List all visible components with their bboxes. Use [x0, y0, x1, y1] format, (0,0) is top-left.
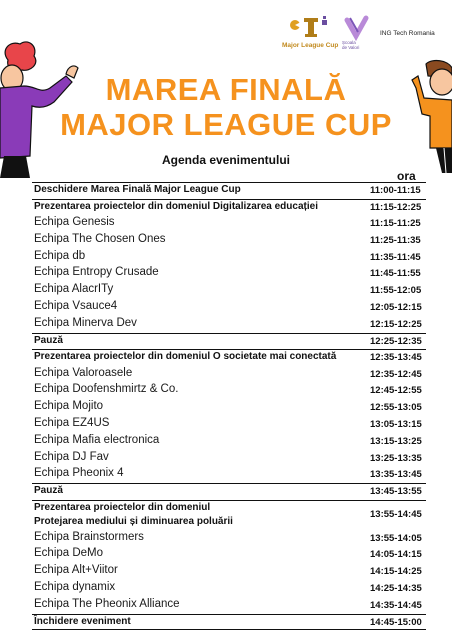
agenda-row-label: Echipa Valoroasele [34, 366, 133, 379]
agenda-row-label: Echipa DJ Fav [34, 450, 109, 463]
agenda-row-label: Închidere eveniment [34, 615, 131, 627]
agenda-row-time: 14:35-14:45 [370, 599, 422, 611]
agenda-row-time: 12:55-13:05 [370, 402, 422, 414]
agenda-row-label: Echipa EZ4US [34, 416, 110, 429]
agenda-row-team [32, 563, 426, 580]
main-title-line2: MAJOR LEAGUE CUP [60, 107, 392, 142]
agenda-row-team [32, 282, 426, 299]
agenda-row-label: Echipa DeMo [34, 547, 104, 560]
agenda-row-team [32, 249, 426, 266]
sponsor-name: ING Tech Romania [380, 30, 435, 37]
agenda-row-time: 14:45-15:00 [370, 616, 422, 628]
agenda-row-label: Echipa Entropy Crusade [34, 266, 159, 279]
agenda-row-label: Echipa dynamix [34, 581, 116, 594]
agenda-row-label: Echipa Genesis [34, 216, 115, 228]
agenda-row-label: Echipa Mafia electronica [34, 433, 160, 446]
agenda-row-team [32, 382, 426, 399]
agenda-row-team [32, 580, 426, 597]
agenda-row-section [32, 349, 426, 366]
agenda-row-team [32, 366, 426, 383]
agenda-row-time: 11:00-11:15 [370, 185, 421, 196]
agenda-row-team [32, 450, 426, 467]
agenda-row-time: 13:55-14:45 [370, 508, 422, 520]
agenda-row-team [32, 597, 426, 614]
agenda-row-team [32, 546, 426, 563]
agenda-row-label: Echipa AlacrITy [34, 283, 114, 296]
agenda-row-time: 11:45-11:55 [370, 268, 421, 280]
agenda-row-time: 13:15-13:25 [370, 435, 422, 447]
agenda-row-time: 12:05-12:15 [370, 301, 422, 313]
header-logos [282, 14, 447, 54]
agenda-row-team [32, 232, 426, 249]
agenda-row-label: Prezentarea proiectelor din domeniul Digitalizarea educației [34, 200, 318, 212]
agenda-row-label: Echipa Mojito [34, 400, 104, 413]
agenda-row-team [32, 299, 426, 316]
agenda-row-time: 13:55-14:05 [370, 532, 422, 544]
agenda-row-time: 12:25-12:35 [370, 335, 422, 347]
agenda-row-team [32, 316, 426, 333]
agenda-row-label: Echipa The Chosen Ones [34, 232, 166, 245]
agenda-row-section [32, 483, 426, 500]
agenda-row-team [32, 215, 426, 232]
agenda-row-label: Echipa db [34, 249, 86, 262]
agenda-row-time: 11:15-11:25 [370, 218, 421, 229]
agenda-row-time: 12:35-13:45 [370, 352, 422, 364]
agenda-row-time: 11:25-11:35 [370, 234, 421, 246]
agenda-row-label: Pauză [34, 334, 63, 346]
agenda-table [32, 182, 426, 630]
agenda-row-label: Deschidere Marea Finală Major League Cup [34, 184, 241, 195]
agenda-row-time: 13:35-13:45 [370, 469, 422, 481]
agenda-row-time: 13:45-13:55 [370, 486, 422, 498]
agenda-row-label: Echipa Pheonix 4 [34, 467, 124, 480]
sponsor-subtitle: Școala de Valori [342, 40, 360, 50]
agenda-row-label: Echipa Doofenshmirtz & Co. [34, 383, 179, 396]
agenda-row-label: Prezentarea proiectelor din domeniul [34, 501, 211, 513]
agenda-row-label: Prezentarea proiectelor din domeniul O societate mai conectată [34, 351, 337, 363]
agenda-row-time: 14:05-14:15 [370, 549, 422, 561]
time-column-header: ora [397, 169, 416, 183]
agenda-row-team [32, 265, 426, 282]
agenda-row-label: Echipa The Pheonix Alliance [34, 597, 180, 610]
agenda-row-section [32, 333, 426, 350]
logo-text: Major League Cup [282, 42, 339, 49]
agenda-row-team [32, 399, 426, 416]
agenda-row-label: Pauză [34, 485, 63, 497]
agenda-heading: Agenda evenimentului [161, 153, 291, 167]
agenda-row-section [32, 199, 426, 216]
agenda-row-section [32, 614, 426, 631]
main-title-line1: MAREA FINALĂ [105, 72, 347, 107]
agenda-row-label-line2: Protejarea mediului și diminuarea poluării [34, 515, 233, 527]
agenda-row-time: 11:15-12:25 [370, 201, 422, 213]
agenda-row-team [32, 466, 426, 483]
agenda-row-label: Echipa Minerva Dev [34, 316, 137, 329]
agenda-row-team [32, 416, 426, 433]
agenda-row-time: 12:45-12:55 [370, 385, 422, 397]
agenda-row-time: 12:15-12:25 [370, 318, 422, 330]
agenda-row-section [32, 182, 426, 199]
agenda-row-time: 13:25-13:35 [370, 452, 422, 464]
agenda-row-section [32, 500, 426, 530]
agenda-row-label: Echipa Vsauce4 [34, 299, 118, 312]
agenda-row-label: Echipa Brainstormers [34, 530, 144, 543]
agenda-row-time: 14:15-14:25 [370, 566, 422, 578]
agenda-row-time: 12:35-12:45 [370, 368, 422, 380]
agenda-row-time: 13:05-13:15 [370, 418, 422, 430]
agenda-row-time: 14:25-14:35 [370, 583, 422, 595]
agenda-row-time: 11:35-11:45 [370, 251, 421, 263]
agenda-row-label: Echipa Alt+Viitor [34, 564, 118, 577]
agenda-row-team [32, 433, 426, 450]
agenda-row-time: 11:55-12:05 [370, 285, 422, 297]
agenda-row-team [32, 530, 426, 547]
